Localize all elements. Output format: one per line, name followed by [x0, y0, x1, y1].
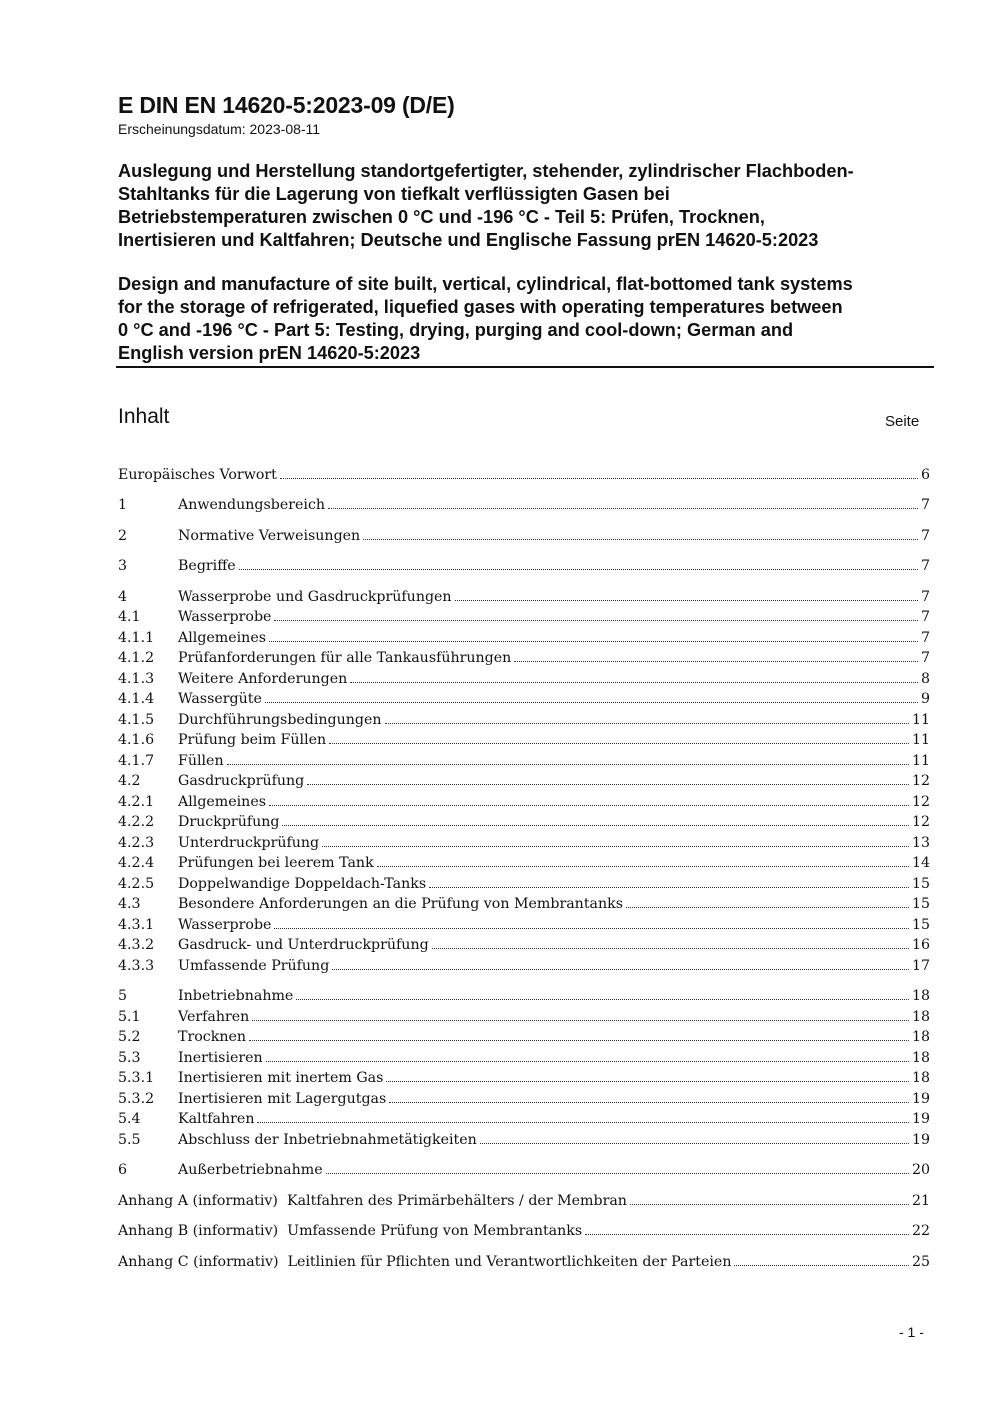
toc-entry-number: 4.1.2: [118, 650, 155, 666]
toc-entry-title: Begriffe: [178, 558, 236, 574]
toc-entry-number: 4.1.1: [118, 629, 155, 646]
toc-entry[interactable]: [118, 912, 930, 933]
toc-entry-page: 19: [911, 1131, 930, 1148]
toc-entry-number: 5.3.1: [118, 1070, 155, 1086]
toc-entry-page: 15: [911, 916, 930, 933]
toc-entry-page: 18: [911, 1029, 930, 1045]
toc-entry[interactable]: [118, 493, 930, 514]
toc-entry-page: 25: [911, 1253, 930, 1270]
toc-entry-number: 4.3: [118, 896, 141, 912]
title-line: Stahltanks für die Lagerung von tiefkalt verflüssigten Gasen bei: [118, 184, 670, 204]
toc-entry[interactable]: [118, 871, 930, 892]
table-of-contents: [118, 462, 930, 1270]
toc-entry-page: 19: [911, 1111, 930, 1127]
toc-entry-page: 7: [920, 629, 930, 646]
toc-dot-leader: [514, 661, 918, 662]
toc-dot-leader: [269, 805, 909, 806]
toc-dot-leader: [329, 743, 909, 744]
title-line: for the storage of refrigerated, liquefied gases with operating temperatures between: [118, 297, 843, 317]
toc-entry-number: 6: [118, 1162, 128, 1178]
toc-entry-title: Prüfung beim Füllen: [178, 732, 327, 748]
toc-dot-leader: [252, 1020, 909, 1021]
toc-dot-leader: [249, 1040, 909, 1041]
toc-entry-title: Wasserprobe: [178, 609, 272, 625]
toc-entry-title: Gasdruckprüfung: [178, 773, 305, 789]
toc-entry[interactable]: [118, 851, 930, 872]
toc-entry-number: 4.2.2: [118, 814, 155, 830]
toc-entry-title: Inbetriebnahme: [178, 988, 294, 1004]
toc-dot-leader: [227, 764, 909, 765]
toc-entry[interactable]: [118, 1219, 930, 1240]
toc-entry-number: 4.1: [118, 609, 141, 625]
toc-entry-title: Außerbetriebnahme: [178, 1162, 323, 1178]
toc-entry[interactable]: [118, 687, 930, 708]
toc-entry-number: 4.2.3: [118, 834, 155, 851]
toc-entry[interactable]: [118, 625, 930, 646]
toc-entry-number: 5.4: [118, 1111, 141, 1127]
toc-entry-title: Durchführungsbedingungen: [178, 711, 382, 728]
toc-entry-title: Allgemeines: [178, 793, 266, 810]
toc-entry-title: Umfassende Prüfung: [178, 957, 330, 974]
toc-dot-leader: [307, 784, 909, 785]
toc-dot-leader: [282, 825, 908, 826]
toc-entry-page: 12: [911, 773, 930, 789]
toc-entry-number: 5.5: [118, 1131, 141, 1148]
toc-entry[interactable]: [118, 892, 930, 913]
toc-entry[interactable]: [118, 728, 930, 749]
toc-entry-page: 7: [920, 609, 930, 625]
toc-dot-leader: [385, 723, 909, 724]
toc-entry-page: 7: [920, 650, 930, 666]
toc-entry[interactable]: [118, 1025, 930, 1046]
toc-entry[interactable]: [118, 646, 930, 667]
toc-entry-title: Gasdruck- und Unterdruckprüfung: [178, 937, 429, 953]
toc-entry-title: Abschluss der Inbetriebnahmetätigkeiten: [178, 1131, 477, 1148]
title-line: Auslegung und Herstellung standortgefertigter, stehender, zylindrischer Flachboden-: [118, 161, 854, 181]
toc-entry-number: 1: [118, 497, 128, 513]
toc-entry-page: 6: [920, 466, 930, 483]
toc-entry-title: Druckprüfung: [178, 814, 280, 830]
toc-entry-page: 21: [911, 1192, 930, 1209]
toc-dot-leader: [734, 1265, 908, 1266]
toc-dot-leader: [363, 539, 918, 540]
toc-dot-leader: [326, 1173, 909, 1174]
toc-entry-page: 12: [911, 793, 930, 810]
toc-entry-number: 4.2.4: [118, 855, 155, 871]
toc-dot-leader: [257, 1122, 908, 1123]
toc-entry[interactable]: [118, 1188, 930, 1209]
toc-entry-number: 4.3.1: [118, 916, 155, 933]
toc-entry[interactable]: [118, 769, 930, 790]
toc-heading: Inhalt: [118, 405, 170, 428]
toc-entry-title: Inertisieren: [178, 1049, 263, 1066]
toc-entry[interactable]: [118, 554, 930, 575]
toc-entry-number: 4: [118, 588, 128, 605]
toc-entry-title: Inertisieren mit Lagergutgas: [178, 1090, 387, 1107]
title-divider: [116, 366, 934, 368]
toc-entry-title: Besondere Anforderungen an die Prüfung von Membrantanks: [178, 896, 623, 912]
toc-dot-leader: [322, 846, 909, 847]
toc-entry[interactable]: [118, 1045, 930, 1066]
toc-entry-title: Unterdruckprüfung: [178, 834, 320, 851]
toc-entry-page: 15: [911, 875, 930, 892]
toc-entry-page: 20: [911, 1162, 930, 1178]
toc-entry-number: 3: [118, 558, 128, 574]
title-line: Betriebstemperaturen zwischen 0 °C und -196 °C - Teil 5: Prüfen, Trocknen,: [118, 207, 765, 227]
toc-entry-page: 9: [920, 691, 930, 707]
title-english: [118, 273, 938, 365]
toc-entry-page: 7: [920, 497, 930, 513]
toc-entry-page: 8: [920, 670, 930, 687]
toc-entry-page: 16: [911, 937, 930, 953]
toc-page-heading: Seite: [885, 413, 920, 430]
toc-entry-title: Doppelwandige Doppeldach-Tanks: [178, 875, 427, 892]
toc-entry-number: 5: [118, 988, 128, 1004]
toc-entry-title: Anwendungsbereich: [178, 497, 326, 513]
toc-entry-title: Normative Verweisungen: [178, 527, 361, 544]
toc-entry[interactable]: [118, 707, 930, 728]
toc-entry[interactable]: [118, 584, 930, 605]
title-line: Design and manufacture of site built, vertical, cylindrical, flat-bottomed tank systems: [118, 274, 853, 294]
toc-entry-number: 4.2.1: [118, 793, 155, 810]
toc-entry-page: 19: [911, 1090, 930, 1107]
toc-entry-number: 4.1.3: [118, 670, 155, 687]
toc-entry[interactable]: [118, 1249, 930, 1270]
toc-entry[interactable]: [118, 1107, 930, 1128]
toc-entry-title: Europäisches Vorwort: [118, 466, 277, 483]
toc-entry[interactable]: [118, 523, 930, 544]
toc-dot-leader: [296, 999, 909, 1000]
toc-entry-number: 5.2: [118, 1029, 141, 1045]
toc-entry-title: Anhang B (informativ) Umfassende Prüfung von Membrantanks: [118, 1223, 583, 1239]
toc-entry[interactable]: [118, 748, 930, 769]
toc-entry[interactable]: [118, 1004, 930, 1025]
toc-entry-number: 5.1: [118, 1008, 141, 1025]
toc-entry-number: 4.1.5: [118, 711, 155, 728]
toc-entry[interactable]: [118, 1158, 930, 1179]
toc-entry-page: 22: [911, 1223, 930, 1239]
toc-entry-title: Prüfanforderungen für alle Tankausführungen: [178, 650, 512, 666]
toc-entry-title: Wassergüte: [178, 691, 262, 707]
toc-dot-leader: [274, 620, 918, 621]
title-line: Inertisieren und Kaltfahren; Deutsche und Englische Fassung prEN 14620-5:2023: [118, 230, 819, 250]
toc-entry-page: 11: [911, 752, 930, 769]
toc-entry[interactable]: [118, 810, 930, 831]
toc-dot-leader: [386, 1081, 909, 1082]
toc-entry-page: 13: [911, 834, 930, 851]
toc-entry-title: Weitere Anforderungen: [178, 670, 348, 687]
title-german: [118, 160, 938, 252]
toc-entry[interactable]: [118, 605, 930, 626]
toc-dot-leader: [626, 907, 909, 908]
toc-dot-leader: [350, 682, 918, 683]
toc-entry-page: 18: [911, 1070, 930, 1086]
toc-entry-number: 4.2: [118, 773, 141, 789]
toc-entry-title: Wasserprobe und Gasdruckprüfungen: [178, 588, 452, 605]
toc-entry-number: 4.2.5: [118, 875, 155, 892]
standard-identifier: E DIN EN 14620-5:2023-09 (D/E): [118, 92, 455, 118]
toc-entry-page: 7: [920, 527, 930, 544]
toc-entry[interactable]: [118, 1066, 930, 1087]
toc-dot-leader: [332, 969, 909, 970]
toc-dot-leader: [585, 1234, 909, 1235]
toc-dot-leader: [429, 887, 909, 888]
toc-entry-page: 12: [911, 814, 930, 830]
toc-dot-leader: [239, 569, 918, 570]
toc-dot-leader: [274, 928, 909, 929]
toc-entry-page: 18: [911, 1008, 930, 1025]
toc-entry-title: Trocknen: [178, 1029, 247, 1045]
toc-entry[interactable]: [118, 984, 930, 1005]
toc-dot-leader: [377, 866, 909, 867]
toc-entry-number: 4.1.7: [118, 752, 155, 769]
toc-entry-title: Anhang A (informativ) Kaltfahren des Primärbehälters / der Membran: [118, 1192, 627, 1209]
toc-entry-title: Füllen: [178, 752, 224, 769]
toc-entry-title: Anhang C (informativ) Leitlinien für Pflichten und Verantwortlichkeiten der Parteien: [118, 1253, 732, 1270]
toc-dot-leader: [266, 1061, 909, 1062]
toc-dot-leader: [269, 641, 918, 642]
toc-dot-leader: [328, 508, 918, 509]
toc-entry-page: 15: [911, 896, 930, 912]
toc-entry[interactable]: [118, 933, 930, 954]
publication-date: Erscheinungsdatum: 2023-08-11: [118, 121, 321, 137]
toc-dot-leader: [455, 600, 918, 601]
toc-entry-number: 4.1.6: [118, 732, 155, 748]
toc-entry-title: Inertisieren mit inertem Gas: [178, 1070, 384, 1086]
toc-dot-leader: [432, 948, 909, 949]
toc-entry[interactable]: [118, 789, 930, 810]
toc-entry[interactable]: [118, 1086, 930, 1107]
toc-entry-title: Allgemeines: [178, 629, 266, 646]
toc-entry[interactable]: [118, 953, 930, 974]
toc-entry-number: 4.1.4: [118, 691, 155, 707]
toc-entry-number: 4.3.2: [118, 937, 155, 953]
toc-dot-leader: [630, 1204, 909, 1205]
toc-entry-title: Prüfungen bei leerem Tank: [178, 855, 374, 871]
toc-entry[interactable]: [118, 1127, 930, 1148]
toc-dot-leader: [389, 1102, 909, 1103]
toc-entry[interactable]: [118, 666, 930, 687]
toc-entry-title: Verfahren: [178, 1008, 250, 1025]
toc-entry-page: 11: [911, 711, 930, 728]
toc-entry-page: 14: [911, 855, 930, 871]
toc-dot-leader: [480, 1143, 909, 1144]
toc-entry-title: Wasserprobe: [178, 916, 272, 933]
toc-entry-number: 2: [118, 527, 128, 544]
title-line: English version prEN 14620-5:2023: [118, 343, 421, 363]
toc-entry-page: 11: [911, 732, 930, 748]
toc-entry-number: 4.3.3: [118, 957, 155, 974]
toc-entry-number: 5.3.2: [118, 1090, 155, 1107]
toc-entry-page: 7: [920, 558, 930, 574]
toc-entry[interactable]: [118, 462, 930, 483]
toc-entry-number: 5.3: [118, 1049, 141, 1066]
page-number: - 1 -: [899, 1324, 924, 1340]
title-line: 0 °C and -196 °C - Part 5: Testing, drying, purging and cool-down; German and: [118, 320, 794, 340]
toc-dot-leader: [265, 702, 918, 703]
toc-entry-page: 18: [911, 988, 930, 1004]
toc-dot-leader: [280, 478, 918, 479]
toc-entry-page: 18: [911, 1049, 930, 1066]
toc-entry[interactable]: [118, 830, 930, 851]
toc-entry-page: 17: [911, 957, 930, 974]
toc-entry-title: Kaltfahren: [178, 1111, 255, 1127]
toc-entry-page: 7: [920, 588, 930, 605]
